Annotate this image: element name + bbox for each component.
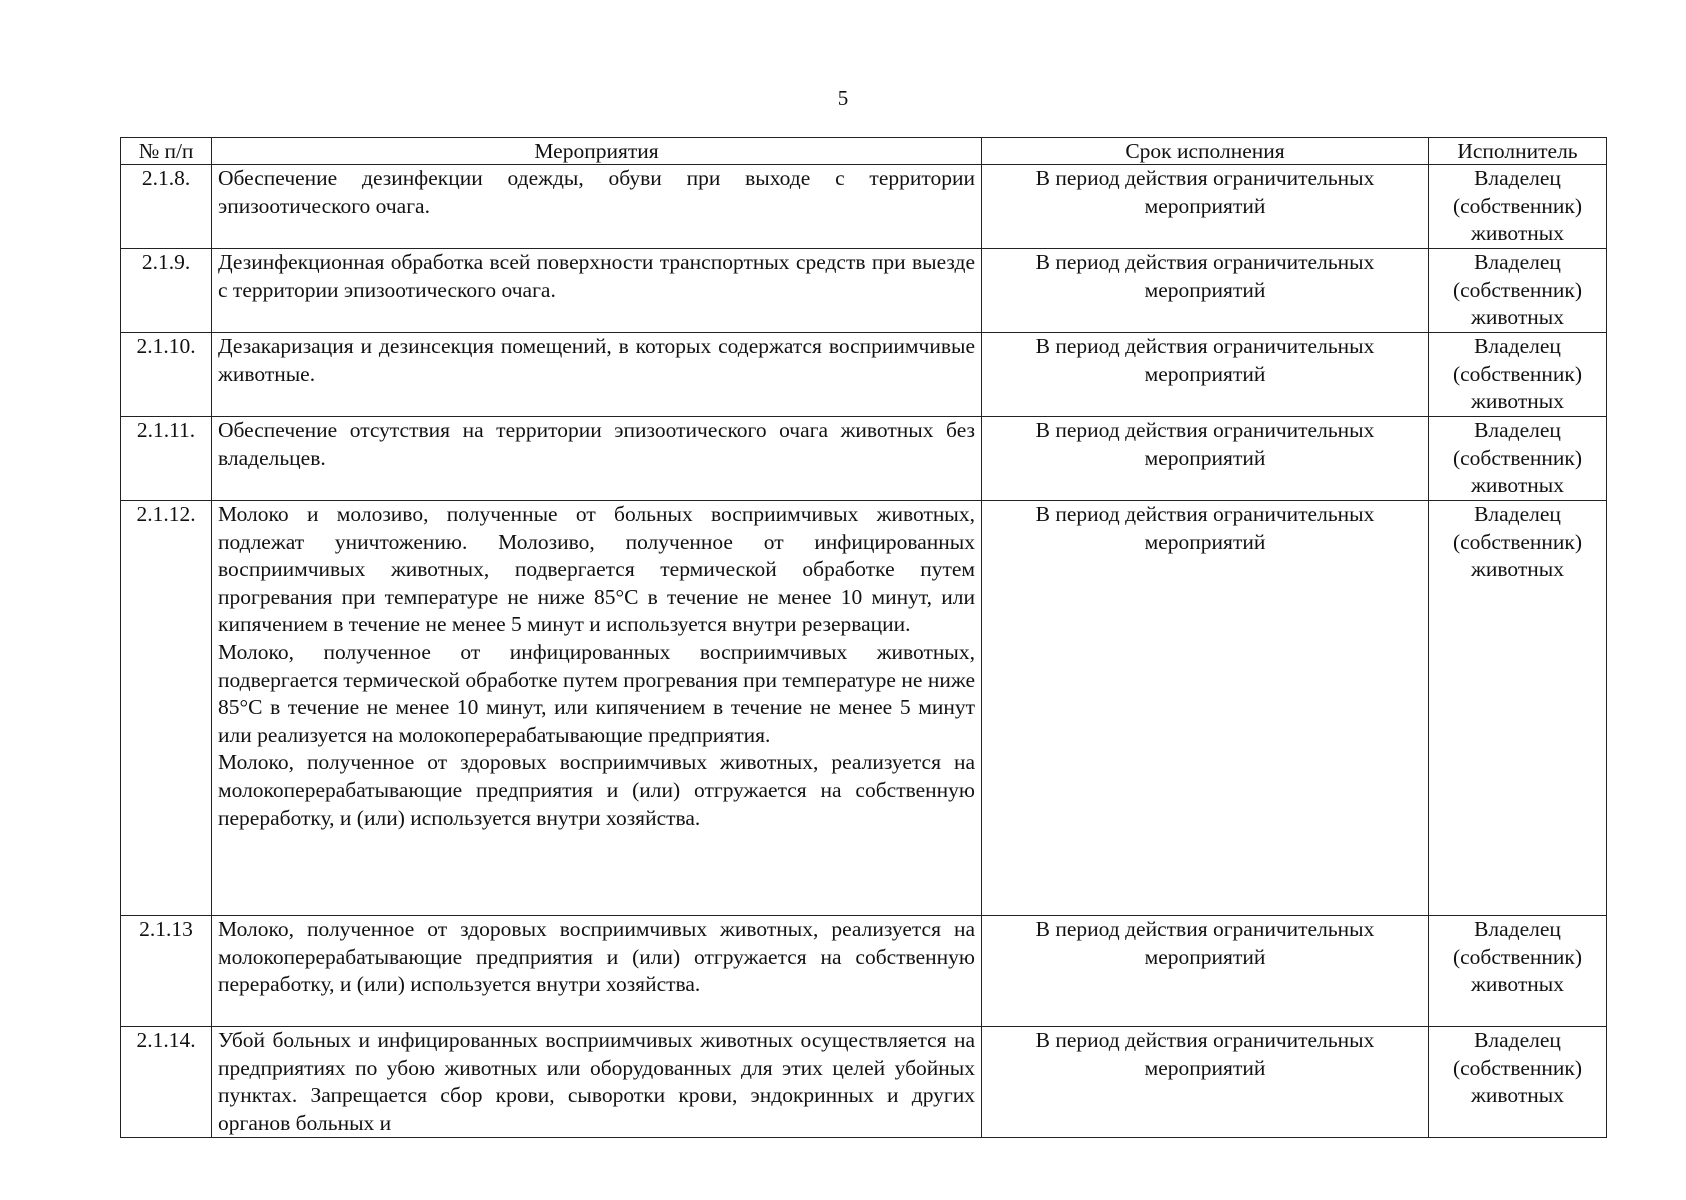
executor-line: Владелец — [1474, 917, 1561, 941]
executor-cell — [1429, 916, 1607, 1027]
row-number: 2.1.12. — [121, 501, 212, 916]
executor-line: (собственник) — [1452, 445, 1583, 470]
activity-text: Обеспечение отсутствия на территории эпизоотического очага животных без владельцев. — [218, 418, 975, 470]
executor-line: животных — [1471, 305, 1564, 330]
executor-line: животных — [1471, 221, 1564, 246]
activity-text: Молоко, полученное от здоровых восприимчивых животных, реализуется на молокоперерабатывающие предприятия и (или) отгружается на собственную переработку, и (или) используется внутри хозяйства. — [218, 917, 975, 997]
activity-text: Молоко, полученное от инфицированных восприимчивых животных, подвергается термической обработке путем прогревания при температуре не ниже 85°С в течение не менее 10 минут, или кипячением в течение не менее 5 минут или реализуется на молокоперерабатывающие предприятия. — [218, 639, 975, 747]
term-line: мероприятий — [1144, 277, 1266, 302]
term-cell — [982, 1027, 1429, 1138]
term-line: мероприятий — [1144, 193, 1266, 218]
term-cell — [982, 333, 1429, 417]
term-line: мероприятий — [1144, 944, 1266, 969]
page-number: 5 — [837, 86, 849, 110]
term-line: В период действия ограничительных — [1035, 1028, 1375, 1052]
executor-cell — [1429, 333, 1607, 417]
executor-line: животных — [1471, 557, 1564, 582]
executor-line: животных — [1471, 1083, 1564, 1108]
executor-line: (собственник) — [1452, 277, 1583, 302]
term-line: мероприятий — [1144, 1055, 1266, 1080]
activity-cell — [212, 417, 982, 501]
term-line: В период действия ограничительных — [1035, 334, 1375, 358]
executor-cell — [1429, 249, 1607, 333]
activity-text: Молоко и молозиво, полученные от больных восприимчивых животных, подлежат уничтожению. Молозиво, полученное от инфицированных восприимчивых животных, подвергается термической обработке путем прогревания при температуре не ниже 85°С в течение не менее 10 минут, или кипячением в течение не менее 5 минут и используется внутри резервации. — [218, 502, 975, 637]
executor-line: животных — [1471, 972, 1564, 997]
term-line: мероприятий — [1144, 445, 1266, 470]
table-row — [121, 249, 1607, 333]
executor-line: Владелец — [1474, 250, 1561, 274]
executor-line: (собственник) — [1452, 529, 1583, 554]
term-cell — [982, 165, 1429, 249]
row-number: 2.1.10. — [121, 333, 212, 417]
executor-cell — [1429, 501, 1607, 916]
table-row — [121, 1027, 1607, 1138]
row-number: 2.1.9. — [121, 249, 212, 333]
executor-cell — [1429, 165, 1607, 249]
activity-cell — [212, 165, 982, 249]
measures-table — [120, 137, 1607, 1138]
term-line: В период действия ограничительных — [1035, 250, 1375, 274]
table-header-row — [121, 138, 1607, 165]
executor-line: (собственник) — [1452, 193, 1583, 218]
executor-line: (собственник) — [1452, 361, 1583, 386]
term-cell — [982, 916, 1429, 1027]
activity-text: Дезакаризация и дезинсекция помещений, в которых содержатся восприимчивые животные. — [218, 334, 975, 386]
activity-cell — [212, 249, 982, 333]
activity-cell — [212, 501, 982, 916]
term-cell — [982, 501, 1429, 916]
header-executor: Исполнитель — [1429, 138, 1607, 165]
table-row — [121, 333, 1607, 417]
header-num: № п/п — [121, 138, 212, 165]
row-number: 2.1.13 — [121, 916, 212, 1027]
activity-cell — [212, 333, 982, 417]
executor-line: животных — [1471, 389, 1564, 414]
activity-text: Дезинфекционная обработка всей поверхности транспортных средств при выезде с территории эпизоотического очага. — [218, 250, 975, 302]
row-number: 2.1.14. — [121, 1027, 212, 1138]
term-line: мероприятий — [1144, 361, 1266, 386]
term-line: В период действия ограничительных — [1035, 166, 1375, 190]
header-activity: Мероприятия — [212, 138, 982, 165]
activity-text: Обеспечение дезинфекции одежды, обуви при выходе с территории эпизоотического очага. — [218, 166, 975, 218]
term-line: мероприятий — [1144, 529, 1266, 554]
term-line: В период действия ограничительных — [1035, 418, 1375, 442]
executor-line: Владелец — [1474, 418, 1561, 442]
activity-text: Молоко, полученное от здоровых восприимчивых животных, реализуется на молокоперерабатывающие предприятия и (или) отгружается на собственную переработку, и (или) используется внутри хозяйства. — [218, 750, 975, 830]
row-number: 2.1.11. — [121, 417, 212, 501]
table-row — [121, 501, 1607, 916]
executor-line: животных — [1471, 473, 1564, 498]
term-cell — [982, 249, 1429, 333]
activity-cell — [212, 916, 982, 1027]
executor-cell — [1429, 1027, 1607, 1138]
term-line: В период действия ограничительных — [1035, 502, 1375, 526]
activity-text: Убой больных и инфицированных восприимчивых животных осуществляется на предприятиях по убою животных или оборудованных для этих целей убойных пунктах. Запрещается сбор крови, сыворотки крови, эндокринных и других органов больных и — [218, 1028, 975, 1135]
activity-cell — [212, 1027, 982, 1138]
executor-line: Владелец — [1474, 334, 1561, 358]
term-cell — [982, 417, 1429, 501]
header-term: Срок исполнения — [982, 138, 1429, 165]
executor-line: Владелец — [1474, 1028, 1561, 1052]
executor-line: Владелец — [1474, 502, 1561, 526]
executor-line: (собственник) — [1452, 1055, 1583, 1080]
table-row — [121, 916, 1607, 1027]
table-row — [121, 417, 1607, 501]
table-row — [121, 165, 1607, 249]
term-line: В период действия ограничительных — [1035, 917, 1375, 941]
executor-cell — [1429, 417, 1607, 501]
executor-line: Владелец — [1474, 166, 1561, 190]
row-number: 2.1.8. — [121, 165, 212, 249]
executor-line: (собственник) — [1452, 944, 1583, 969]
